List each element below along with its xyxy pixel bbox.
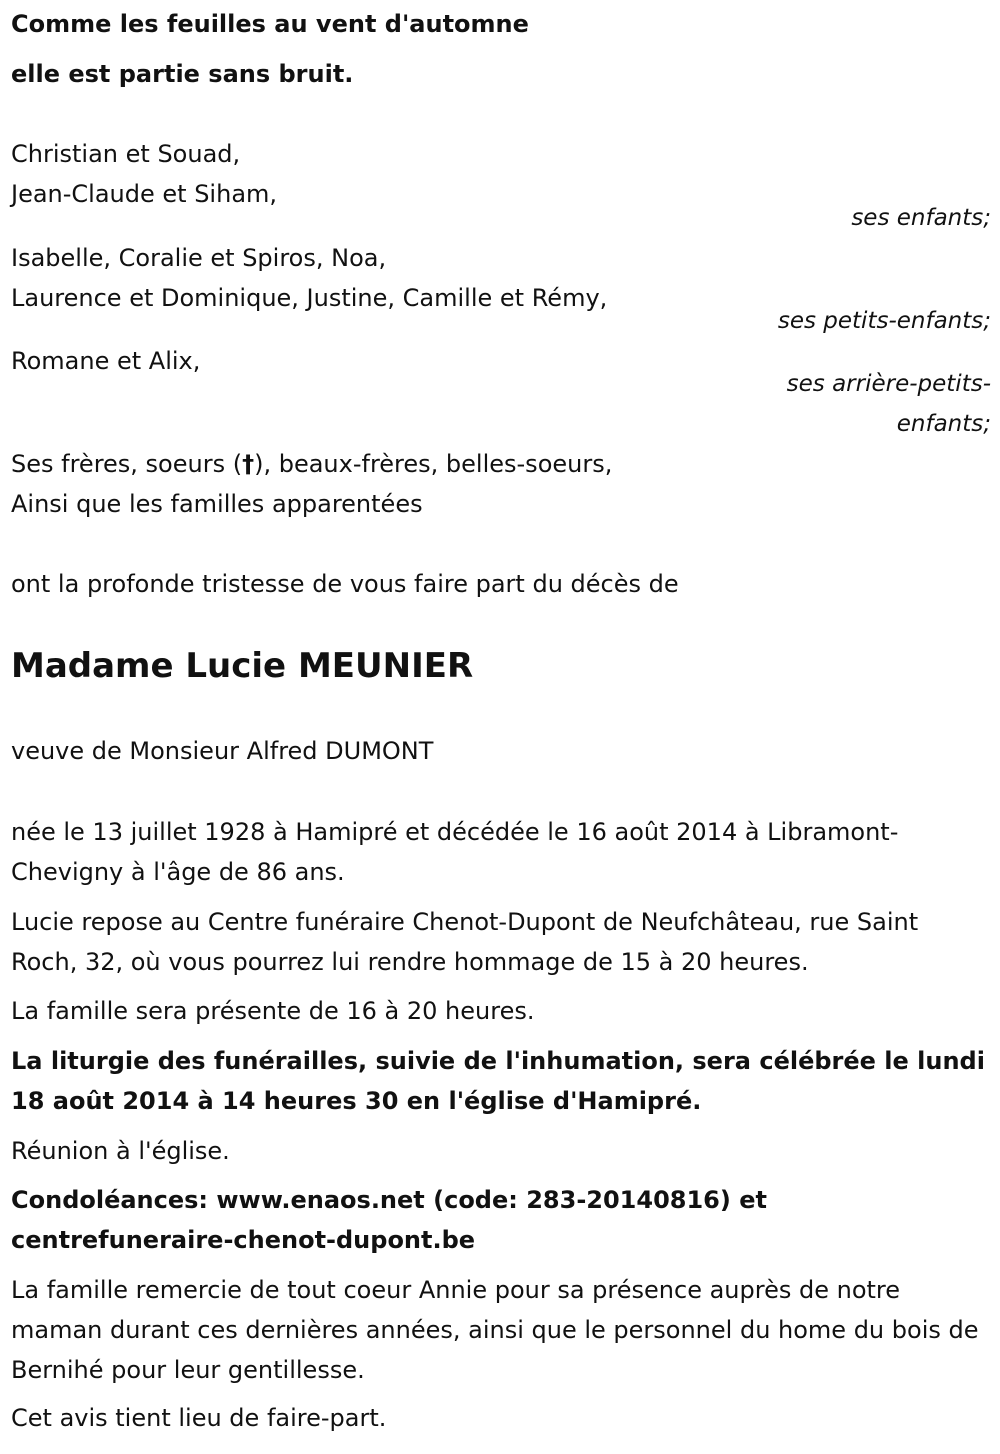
birth-death: née le 13 juillet 1928 à Hamipré et décédée le 16 août 2014 à Libramont-Chevigny à l'âge de 86 ans. (11, 818, 899, 886)
closing-note: Cet avis tient lieu de faire-part. (11, 1404, 387, 1432)
liturgy-info: La liturgie des funérailles, suivie de l'inhumation, sera célébrée le lundi 18 août 2014 à 14 heures 30 en l'église d'Hamipré. (11, 1047, 985, 1115)
condolences-info: Condoléances: www.enaos.net (code: 283-20140816) et centrefuneraire-chenot-dupont.be (11, 1186, 767, 1254)
siblings-prefix: Ses frères, soeurs ( (11, 450, 243, 478)
cross-icon: † (242, 450, 255, 478)
children-line-2: Jean-Claude et Siham, (11, 180, 278, 208)
great-grandchildren-label-2: enfants; (896, 411, 991, 437)
siblings-line (11, 444, 991, 484)
relatives-line: Ainsi que les familles apparentées (11, 490, 423, 518)
repose-info: Lucie repose au Centre funéraire Chenot-Dupont de Neufchâteau, rue Saint Roch, 32, où vous pourrez lui rendre hommage de 15 à 20 heures. (11, 908, 919, 976)
grandchildren-line-1: Isabelle, Coralie et Spiros, Noa, (11, 244, 387, 272)
header-line-1: Comme les feuilles au vent d'automne (11, 10, 529, 38)
siblings-suffix: ), beaux-frères, belles-soeurs, (254, 450, 613, 478)
children-line-1: Christian et Souad, (11, 140, 241, 168)
meeting-info: Réunion à l'église. (11, 1137, 230, 1165)
children-label: ses enfants; (851, 205, 991, 231)
grandchildren-line-2: Laurence et Dominique, Justine, Camille et Rémy, (11, 284, 608, 312)
announcement: ont la profonde tristesse de vous faire part du décès de (11, 570, 679, 598)
family-presence: La famille sera présente de 16 à 20 heures. (11, 997, 535, 1025)
great-grandchildren-label-1: ses arrière-petits- (786, 371, 991, 397)
deceased-name: Madame Lucie MEUNIER (11, 646, 474, 686)
grandchildren-label: ses petits-enfants; (777, 308, 991, 334)
great-grandchildren-line: Romane et Alix, (11, 347, 201, 375)
header-line-2: elle est partie sans bruit. (11, 60, 354, 88)
widow-of: veuve de Monsieur Alfred DUMONT (11, 737, 434, 765)
thanks-message: La famille remercie de tout coeur Annie pour sa présence auprès de notre maman durant ces dernières années, ainsi que le personnel du home du bois de Bernihé pour leur gentillesse. (11, 1276, 979, 1384)
